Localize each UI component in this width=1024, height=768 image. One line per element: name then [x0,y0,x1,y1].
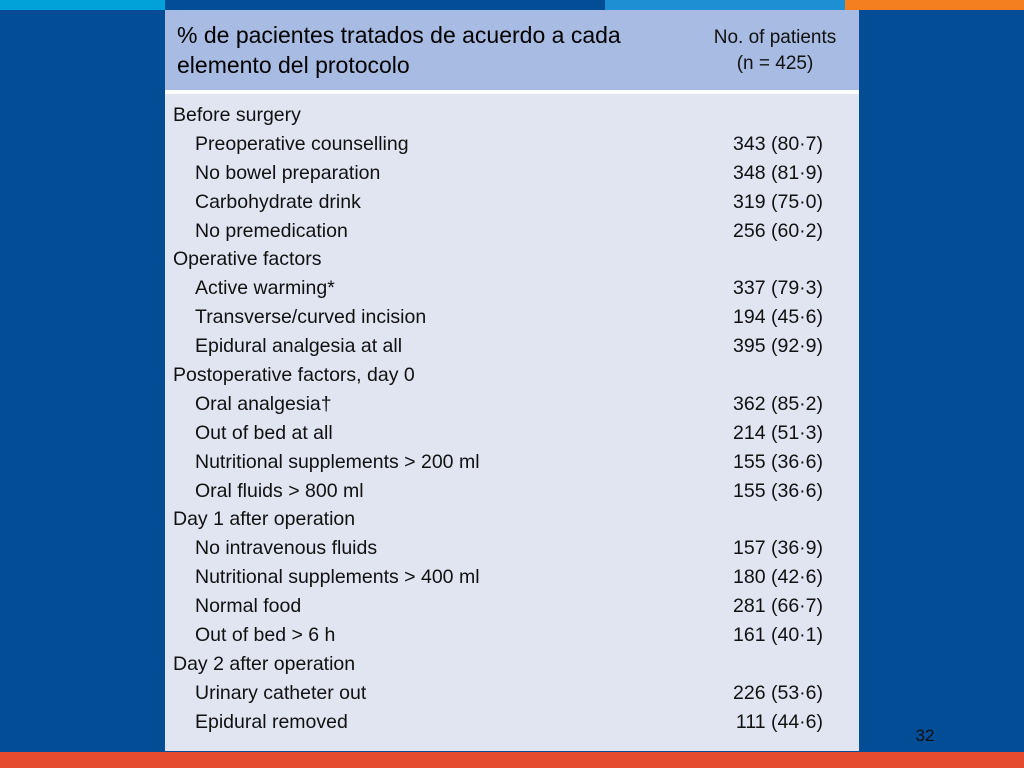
row-label: Out of bed > 6 h [195,624,336,647]
row-label: Preoperative counselling [195,132,409,155]
column-header-n: (n = 425) [736,53,814,74]
row-label: Oral fluids > 800 ml [195,479,364,502]
row-label: No premedication [195,219,348,242]
table-row [165,189,859,218]
table-row [165,131,859,160]
row-label: Normal food [195,595,302,618]
row-label: Epidural removed [195,710,348,733]
row-value: 155 (36·6) [733,450,823,473]
table-row [165,391,859,420]
row-label: Nutritional supplements > 200 ml [195,450,480,473]
top-strip-cyan [0,0,165,10]
table-section-row [165,506,859,535]
bottom-accent-strip [0,752,1024,768]
table-section-row [165,362,859,391]
top-strip-blue [605,0,845,10]
table-panel [165,10,859,751]
row-label: No intravenous fluids [195,537,378,560]
row-value: 226 (53·6) [733,681,823,704]
table-body [165,102,859,738]
table-row [165,333,859,362]
top-strip-navy [165,0,605,10]
table-header-band [165,10,859,90]
row-label: Epidural analgesia at all [195,335,403,358]
table-row [165,593,859,622]
column-header [695,25,855,77]
row-value: 348 (81·9) [733,161,823,184]
table-row [165,564,859,593]
row-label: Urinary catheter out [195,681,367,704]
table-section-row [165,246,859,275]
row-value: 111 (44·6) [735,710,823,733]
table-row [165,622,859,651]
row-value: 281 (66·7) [733,595,823,618]
section-label: Postoperative factors, day 0 [173,364,415,387]
table-row [165,478,859,507]
row-value: 395 (92·9) [733,335,823,358]
row-value: 155 (36·6) [733,479,823,502]
section-label: Operative factors [173,248,322,271]
row-value: 194 (45·6) [733,306,823,329]
table-row [165,218,859,247]
top-strip-orange [845,0,1024,10]
row-label: Active warming* [195,277,335,300]
slide-title: % de pacientes tratados de acuerdo a cada elemento del protocolo [177,22,621,78]
table-row [165,420,859,449]
header-divider [165,90,859,94]
row-value: 256 (60·2) [733,219,823,242]
row-value: 157 (36·9) [733,537,823,560]
column-header-label: No. of patients [713,27,837,48]
row-label: Oral analgesia† [195,392,332,415]
section-label: Before surgery [173,104,301,126]
table-row [165,304,859,333]
row-value: 337 (79·3) [733,277,823,300]
row-value: 214 (51·3) [733,421,823,444]
row-label: Transverse/curved incision [195,306,427,329]
table-row [165,275,859,304]
row-value: 362 (85·2) [733,392,823,415]
row-value: 180 (42·6) [733,566,823,589]
row-label: Nutritional supplements > 400 ml [195,566,480,589]
row-value: 343 (80·7) [733,132,823,155]
row-value: 161 (40·1) [733,624,823,647]
row-value: 319 (75·0) [733,190,823,213]
row-label: Out of bed at all [195,421,333,444]
row-label: No bowel preparation [195,161,381,184]
table-row [165,680,859,709]
table-section-row [165,651,859,680]
page-number: 32 [915,726,935,745]
row-label: Carbohydrate drink [195,190,361,213]
top-accent-strip [0,0,1024,10]
table-section-row [165,102,859,131]
table-row [165,535,859,564]
section-label: Day 2 after operation [173,652,356,675]
table-row [165,449,859,478]
table-row [165,709,859,738]
table-row [165,160,859,189]
section-label: Day 1 after operation [173,508,356,531]
